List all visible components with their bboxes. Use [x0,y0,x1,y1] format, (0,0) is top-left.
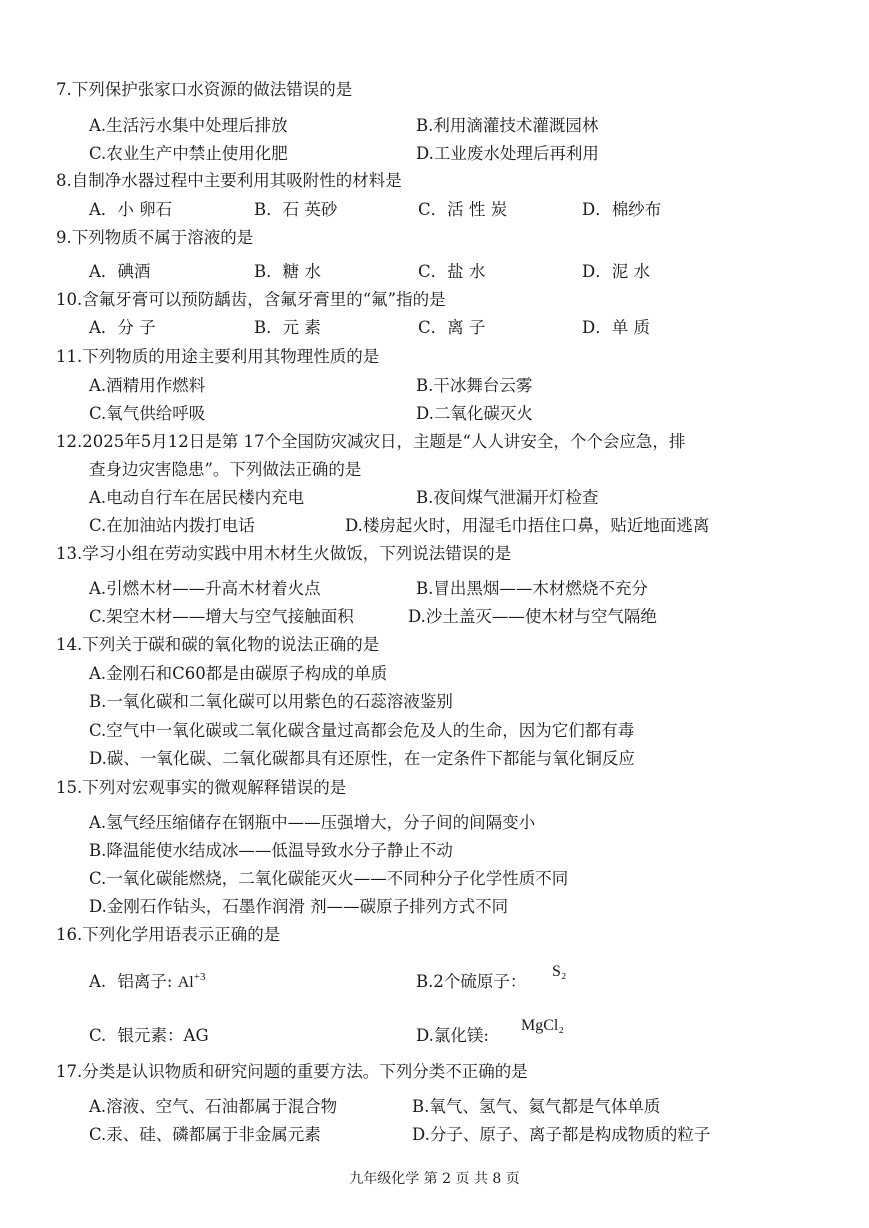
question-13-option-a: A.引燃木材——升高木材着火点 [89,579,321,598]
question-16-option-a-text: 铝离子: [117,972,173,991]
question-14-stem: 14.下列关于碳和碳的氧化物的说法正确的是 [56,635,380,654]
question-7-option-d: D.工业废水处理后再利用 [416,144,599,163]
question-15-option-a: A.氢气经压缩储存在钢瓶中——压强增大，分子间的间隔变小 [89,813,536,832]
question-16-option-a [89,972,205,994]
question-17-option-c: C.汞、硅、磷都属于非金属元素 [89,1125,321,1144]
page-footer: 九年级化学 第 2 页 共 8 页 [349,1171,520,1187]
question-16-option-a-charge: +3 [193,971,206,983]
question-12-stem-line-2: 查身边灾害隐患”。下列做法正确的是 [89,460,362,479]
question-7-stem: 7.下列保护张家口水资源的做法错误的是 [56,80,353,99]
question-16-option-d: D.氯化镁: [416,1026,489,1045]
question-17-stem: 17.分类是认识物质和研究问题的重要方法。下列分类不正确的是 [56,1062,528,1081]
question-13-stem: 13.学习小组在劳动实践中用木材生火做饭，下列说法错误的是 [56,544,512,563]
question-12-option-b: B.夜间煤气泄漏开灯检查 [416,488,599,507]
question-8-option-c: C．活 性 炭 [418,200,508,219]
question-15-option-c: C.一氧化碳能燃烧，二氧化碳能灭火——不同种分子化学性质不同 [89,869,569,888]
question-16-option-c [89,1026,209,1046]
question-15-option-d: D.金刚石作钻头，石墨作润滑 剂——碳原子排列方式不同 [89,897,509,916]
question-16-stem: 16.下列化学用语表示正确的是 [56,925,281,944]
question-8-option-b: B．石 英砂 [254,200,338,219]
question-8-option-a: A．小 卵石 [89,200,173,219]
question-11-option-c: C.氧气供给呼吸 [89,404,206,423]
question-14-option-c: C.空气中一氧化碳或二氧化碳含量过高都会危及人的生命，因为它们都有毒 [89,721,635,740]
question-8-option-d: D．棉纱布 [582,200,662,219]
question-7-option-a: A.生活污水集中处理后排放 [89,116,288,135]
question-12-option-a: A.电动自行车在居民楼内充电 [89,488,305,507]
question-11-option-d: D.二氧化碳灭火 [416,404,533,423]
question-17-option-a: A.溶液、空气、石油都属于混合物 [89,1097,338,1116]
question-9-option-c: C．盐 水 [418,262,486,281]
question-9-stem: 9.下列物质不属于溶液的是 [56,228,254,247]
question-10-option-a: A．分 子 [89,318,156,337]
question-12-stem-line-1: 12.2025年5月12日是第 17个全国防灾减灾日，主题是“人人讲安全，个个会应急，排 [56,432,686,451]
question-16-option-c-text: 银元素：AG [117,1026,209,1045]
question-9-option-a: A．碘酒 [89,262,151,281]
question-16-option-a-label: A. [89,972,107,991]
question-17-option-d: D.分子、原子、离子都是构成物质的粒子 [412,1125,711,1144]
question-16-option-b-formula: S₂ [552,963,567,980]
question-7-option-c: C.农业生产中禁止使用化肥 [89,144,288,163]
question-16-option-a-formula: Al [177,974,194,991]
question-13-option-d: D.沙土盖灭——使木材与空气隔绝 [408,607,657,626]
question-12-option-c: C.在加油站内拨打电话 [89,516,255,535]
question-17-option-b: B.氧气、氢气、氦气都是气体单质 [412,1097,661,1116]
question-10-option-d: D．单 质 [582,318,650,337]
question-11-option-b: B.干冰舞台云雾 [416,376,533,395]
question-9-option-d: D．泥 水 [582,262,650,281]
question-15-stem: 15.下列对宏观事实的微观解释错误的是 [56,778,347,797]
question-12-option-d: D.楼房起火时，用湿毛巾捂住口鼻，贴近地面逃离 [345,516,710,535]
question-13-option-b: B.冒出黑烟——木材燃烧不充分 [416,579,648,598]
question-15-option-b: B.降温能使水结成冰——低温导致水分子静止不动 [89,841,453,860]
question-13-option-c: C.架空木材——增大与空气接触面积 [89,607,354,626]
question-10-stem: 10.含氟牙膏可以预防龋齿，含氟牙膏里的“氟”指的是 [56,290,446,309]
question-9-option-b: B．糖 水 [254,262,321,281]
question-14-option-d: D.碳、一氧化碳、二氧化碳都具有还原性，在一定条件下都能与氧化铜反应 [89,749,635,768]
question-16-option-d-formula: MgCl₂ [521,1017,564,1034]
question-16-option-c-label: C. [89,1026,107,1045]
question-8-stem: 8.自制净水器过程中主要利用其吸附性的材料是 [56,171,402,190]
question-11-option-a: A.酒精用作燃料 [89,376,206,395]
question-14-option-a: A.金刚石和C60都是由碳原子构成的单质 [89,664,388,683]
question-10-option-b: B．元 素 [254,318,321,337]
question-10-option-c: C．离 子 [418,318,486,337]
question-16-option-b: B.2个硫原子： [416,972,527,991]
question-11-stem: 11.下列物质的用途主要利用其物理性质的是 [56,347,380,366]
question-14-option-b: B.一氧化碳和二氧化碳可以用紫色的石蕊溶液鉴别 [89,692,453,711]
question-7-option-b: B.利用滴灌技术灌溉园林 [416,116,599,135]
